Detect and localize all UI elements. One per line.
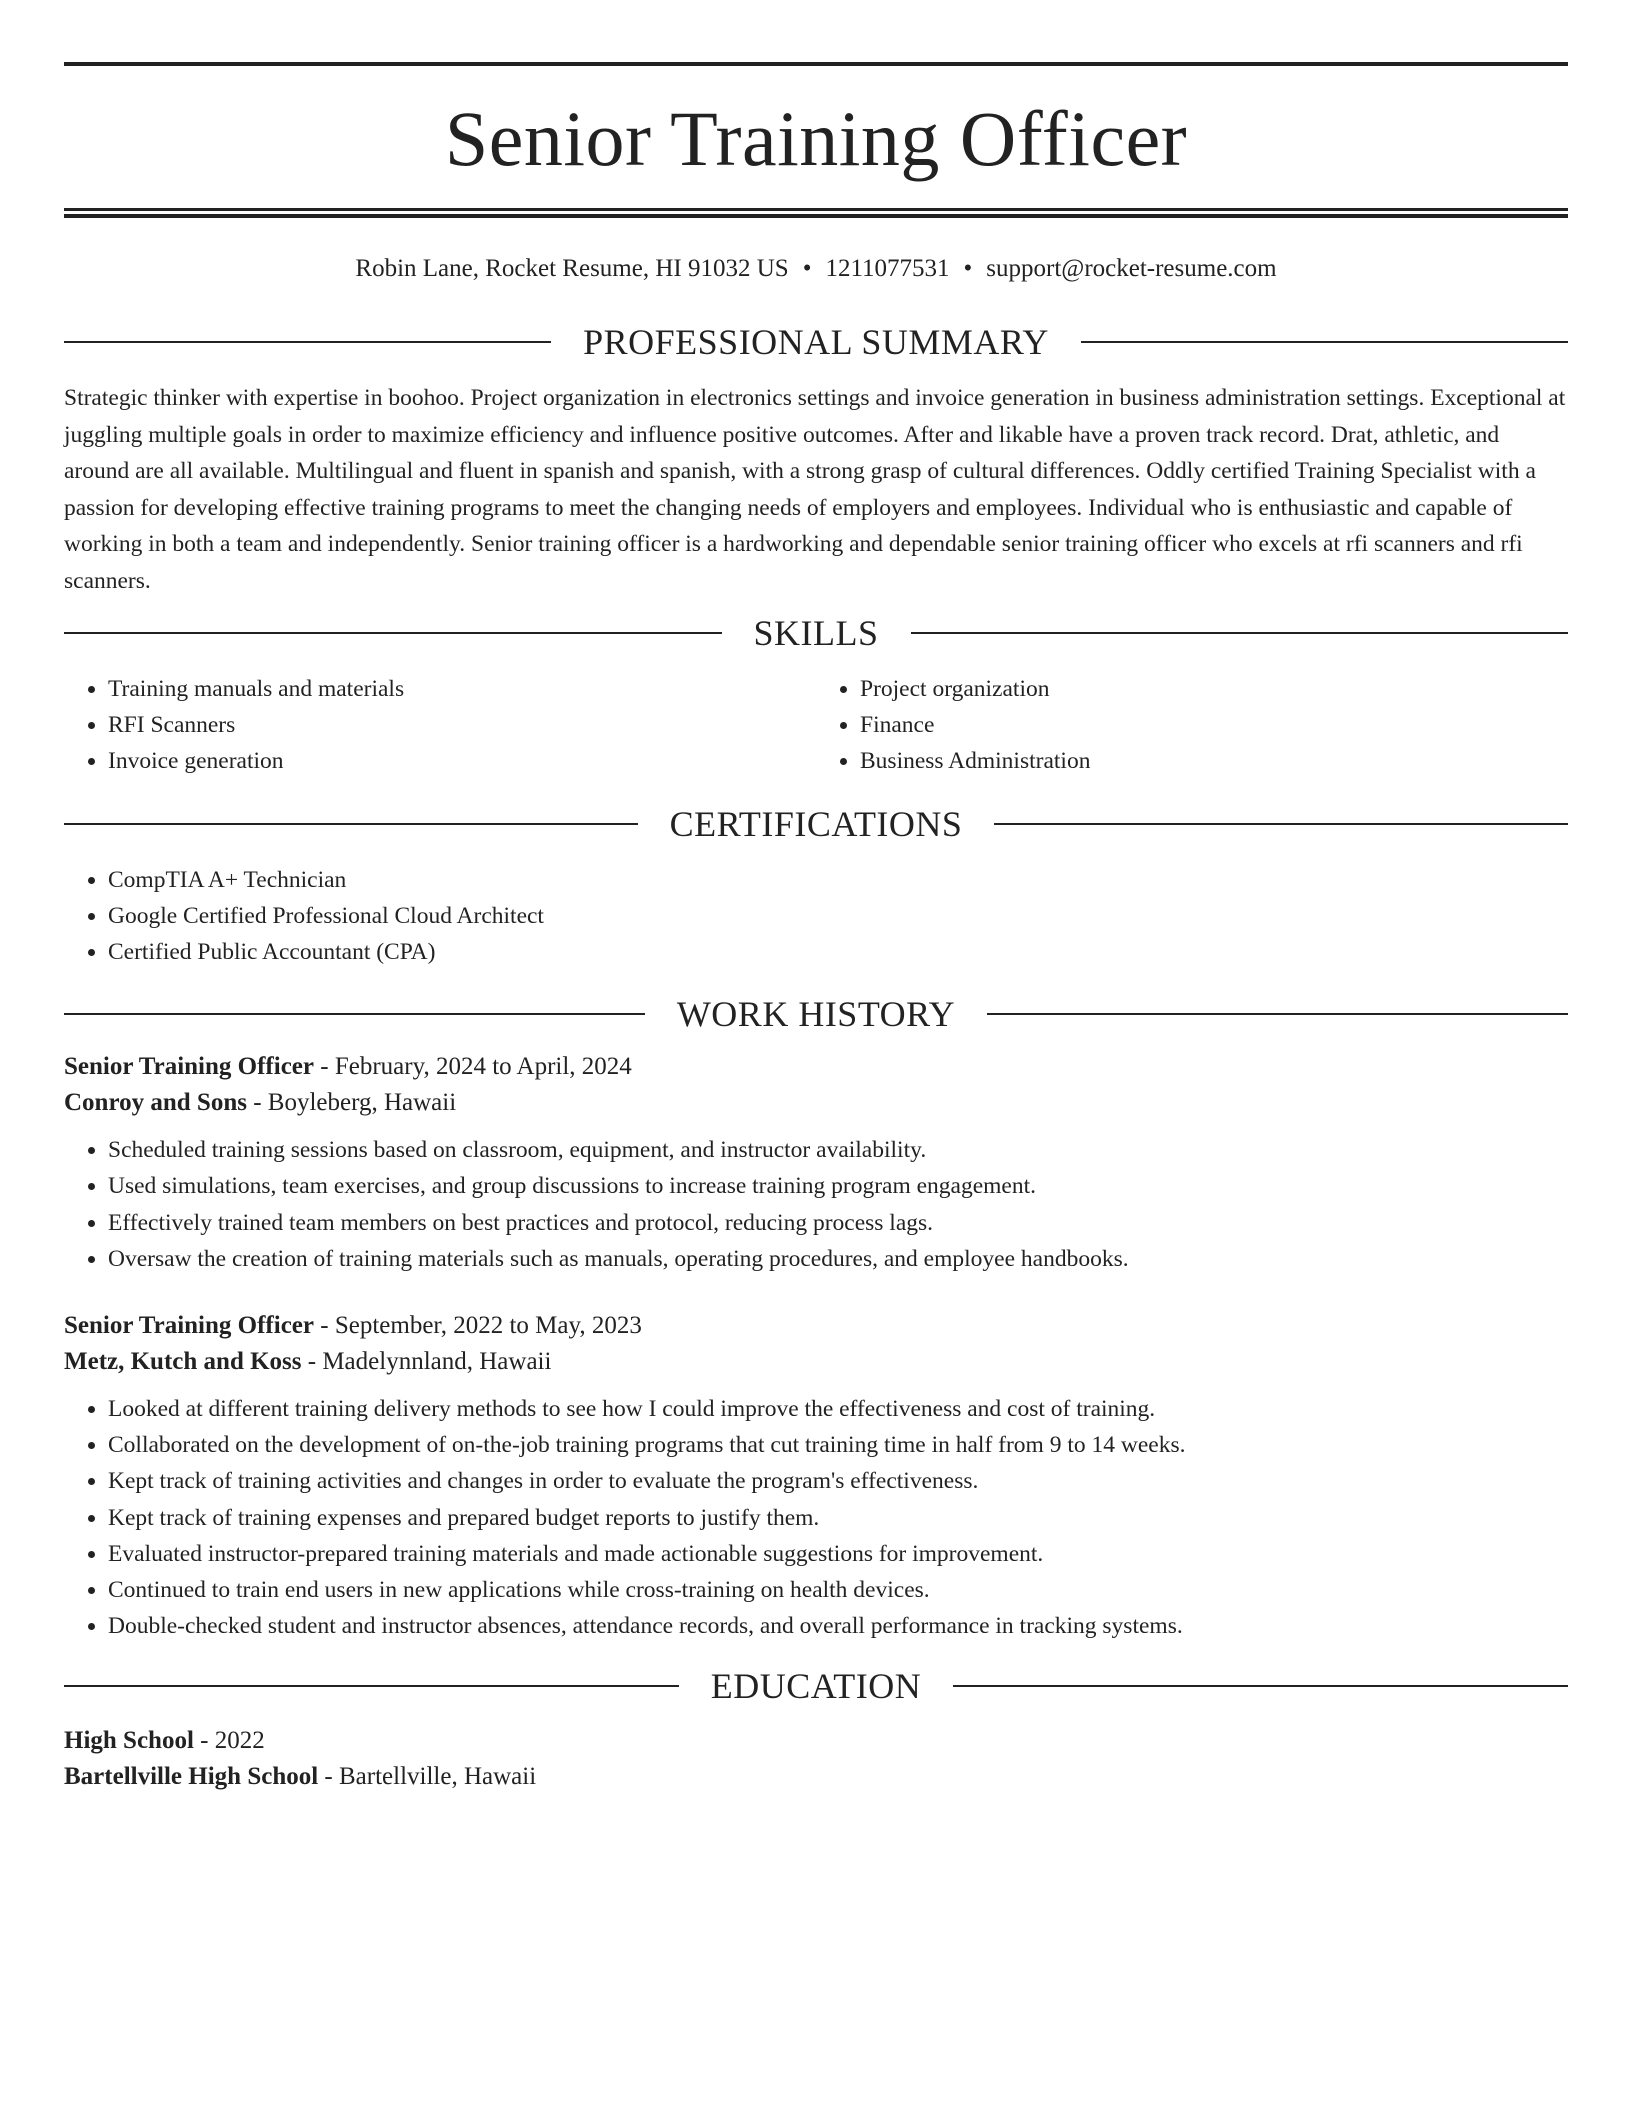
job-duty: • Used simulations, team exercises, and group discussions to increase training program engagement. xyxy=(108,1168,1568,1204)
contact-line xyxy=(64,254,1568,284)
job-entry xyxy=(64,1052,1568,1277)
skills-list xyxy=(64,671,1568,780)
skill-item: • Finance xyxy=(860,707,1568,743)
certification-item: • Google Certified Professional Cloud Architect xyxy=(108,898,1568,934)
summary-section-heading xyxy=(64,324,1568,360)
education-section-heading xyxy=(64,1666,1568,1707)
job-duties-list xyxy=(64,1132,1568,1277)
contact-email: support@rocket-resume.com xyxy=(986,255,1277,282)
education-school-line xyxy=(64,1762,1568,1792)
heading-rule xyxy=(987,1013,1568,1015)
job-duty: • Kept track of training activities and changes in order to evaluate the program's effectiveness. xyxy=(108,1463,1568,1499)
heading-rule xyxy=(953,1685,1568,1687)
contact-address: Robin Lane, Rocket Resume, HI 91032 US xyxy=(355,255,789,282)
job-entry xyxy=(64,1311,1568,1644)
job-title: Senior Training Officer xyxy=(64,1053,314,1081)
heading-rule xyxy=(1081,341,1568,343)
heading-rule xyxy=(64,1685,679,1687)
summary-text: Strategic thinker with expertise in boohoo. Project organization in electronics settings and invoice generation in business administration settings. Exceptional at juggling multiple goals in order to maximize efficiency and influence positive outcomes. After and likable have a proven track record. Drat, athletic, and around are all available. Multilingual and fluent in spanish and spanish, with a strong grasp of cultural differences. Oddly certified Training Specialist with a passion for developing effective training programs to meet the changing needs of employers and employees. Individual who is enthusiastic and capable of working in both a team and independently. Senior training officer is a hardworking and dependable senior training officer who excels at rfi scanners and rfi scanners. xyxy=(64,385,1566,594)
job-duty: • Looked at different training delivery methods to see how I could improve the effectiveness and cost of training. xyxy=(108,1391,1568,1427)
education-degree: High School xyxy=(64,1727,194,1755)
job-location: - Boyleberg, Hawaii xyxy=(246,1089,457,1117)
certification-item: • Certified Public Accountant (CPA) xyxy=(108,934,1568,970)
heading-rule xyxy=(994,823,1568,825)
job-duty: • Scheduled training sessions based on classroom, equipment, and instructor availability. xyxy=(108,1132,1568,1168)
skill-item: • Invoice generation xyxy=(108,743,816,779)
job-duty: • Double-checked student and instructor absences, attendance records, and overall performance in tracking systems. xyxy=(108,1608,1568,1644)
job-title: Senior Training Officer xyxy=(64,1312,314,1340)
certifications-list xyxy=(64,862,1568,971)
certifications-section-heading xyxy=(64,803,1568,844)
skill-item: • RFI Scanners xyxy=(108,707,816,743)
job-duty: • Continued to train end users in new applications while cross-training on health devices. xyxy=(108,1572,1568,1608)
title-double-rule xyxy=(64,208,1568,218)
job-duty: • Oversaw the creation of training materials such as manuals, operating procedures, and employee handbooks. xyxy=(108,1241,1568,1277)
job-location: - Madelynnland, Hawaii xyxy=(301,1348,552,1376)
heading-rule xyxy=(64,341,551,343)
job-dates: - September, 2022 to May, 2023 xyxy=(314,1312,642,1340)
heading-rule xyxy=(64,632,722,634)
contact-separator: • xyxy=(963,255,973,282)
work-section-heading xyxy=(64,994,1568,1035)
skill-item: • Project organization xyxy=(860,671,1568,707)
job-company: Metz, Kutch and Koss xyxy=(64,1348,302,1376)
education-degree-line xyxy=(64,1726,1568,1756)
work-heading: WORK HISTORY xyxy=(676,994,956,1035)
certification-item: • CompTIA A+ Technician xyxy=(108,862,1568,898)
heading-rule xyxy=(911,632,1569,634)
heading-rule xyxy=(64,1013,645,1015)
summary-heading: PROFESSIONAL SUMMARY xyxy=(583,322,1049,362)
skills-section-heading xyxy=(64,615,1568,651)
education-school: Bartellville High School xyxy=(64,1763,319,1791)
heading-rule xyxy=(64,823,638,825)
skill-item: • Business Administration xyxy=(860,743,1568,779)
job-duty: • Effectively trained team members on best practices and protocol, reducing process lags. xyxy=(108,1205,1568,1241)
job-title-line xyxy=(64,1052,1568,1082)
skill-item: • Training manuals and materials xyxy=(108,671,816,707)
job-duty: • Kept track of training expenses and prepared budget reports to justify them. xyxy=(108,1500,1568,1536)
job-company-line xyxy=(64,1347,1568,1377)
resume-title: Senior Training Officer xyxy=(444,95,1188,182)
job-duties-list xyxy=(64,1391,1568,1644)
job-company: Conroy and Sons xyxy=(64,1089,247,1117)
job-duty: • Collaborated on the development of on-the-job training programs that cut training time in half from 9 to 14 weeks. xyxy=(108,1427,1568,1463)
education-year: - 2022 xyxy=(193,1727,265,1755)
job-title-line xyxy=(64,1311,1568,1341)
skills-column-right xyxy=(816,671,1568,780)
contact-phone: 1211077531 xyxy=(825,255,950,282)
job-dates: - February, 2024 to April, 2024 xyxy=(314,1053,632,1081)
certifications-heading: CERTIFICATIONS xyxy=(669,803,963,844)
top-rule xyxy=(64,62,1568,66)
contact-separator: • xyxy=(802,255,812,282)
education-entry xyxy=(64,1726,1568,1792)
skills-heading: SKILLS xyxy=(753,613,879,653)
skills-column-left xyxy=(64,671,816,780)
job-duty: • Evaluated instructor-prepared training materials and made actionable suggestions for improvement. xyxy=(108,1536,1568,1572)
job-company-line xyxy=(64,1088,1568,1118)
education-heading: EDUCATION xyxy=(710,1666,922,1707)
education-location: - Bartellville, Hawaii xyxy=(318,1763,537,1791)
